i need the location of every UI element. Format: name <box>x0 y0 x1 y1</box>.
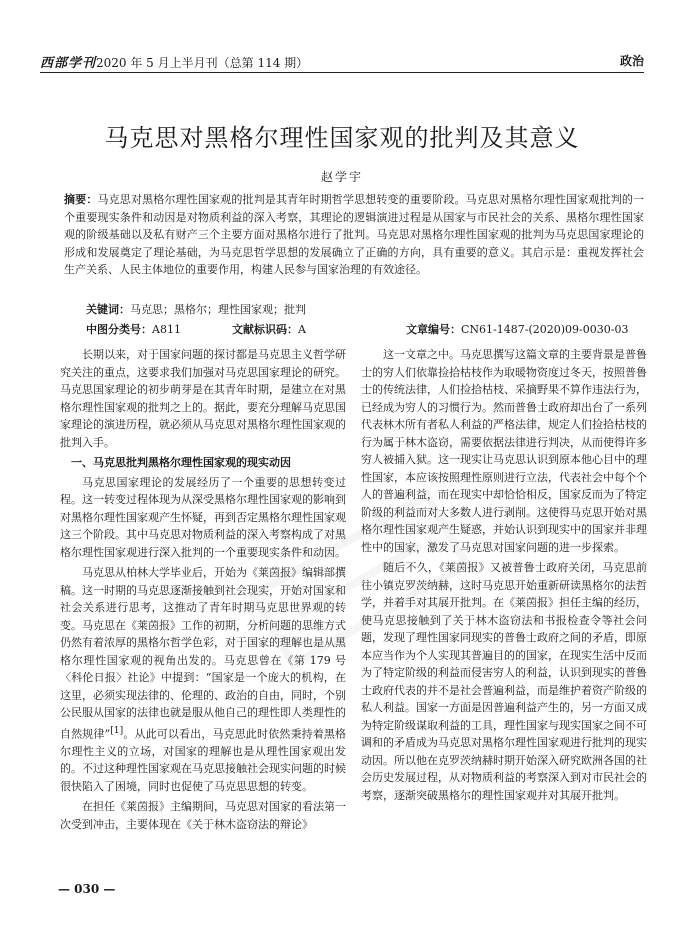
paragraph: 长期以来，对于国家问题的探讨都是马克思主义哲学研究关注的重点，这要求我们加强对马克思国家理论的研究。马克思国家理论的初步萌芽是在其青年时期，是建立在对黑格尔理性国家观的批判之上的。据此，要充分理解马克思国家理论的演进历程，就必须从马克思对黑格尔理性国家观的批判入手。 <box>60 348 346 449</box>
abstract-text: 马克思对黑格尔理性国家观的批判是其青年时期哲学思想转变的重要阶段。马克思对黑格尔理性国家观批判的一个重要现实条件和动因是对物质利益的深入考察，其理论的逻辑演进过程是从国家与市民社会的关系、黑格尔理性国家观的阶级基础以及私有财产三个主要方面对黑格尔进行了批判。马克思对黑格尔理性国家观的批判为马克思国家理论的形成和发展奠定了理论基础，为马克思哲学思想的发展确立了正确的方向，具有重要的意义。其启示是：重视发挥社会生产关系、人民主体地位的重要作用，构建人民参与国家治理的有效途径。 <box>64 193 645 277</box>
section-heading: 一、马克思批判黑格尔理性国家观的现实动因 <box>71 456 291 469</box>
running-header <box>40 50 644 73</box>
header-journal <box>40 52 308 71</box>
paragraph: 马克思国家理论的发展经历了一个重要的思想转变过程。这一转变过程体现为从深受黑格尔理性国家观的影响到对黑格尔理性国家观产生怀疑，再到否定黑格尔理性国家观这三个阶段。其中马克思对物质利益的深入考察构成了对黑格尔理性国家观进行深入批判的一个重要现实条件和动因。 <box>60 475 346 559</box>
keywords-label: 关键词： <box>86 303 130 316</box>
article-author: 赵学宇 <box>320 170 363 184</box>
paragraph: 随后不久，《莱茵报》又被普鲁士政府关闭，马克思前往小镇克罗茨纳赫，这时马克思开始重新研读黑格尔的法哲学，并着手对其展开批判。在《莱茵报》担任主编的经历，使马克思接触到了关于林木盗窃法和书报检查令等社会问题，发现了理性国家同现实的普鲁士政府之间的矛盾，即原本应当作为个人实现其普遍目的的国家，在现实生活中反而为了特定阶级的利益而侵害穷人的利益，认识到现实的普鲁士政府代表的并不是社会普遍利益，而是维护着资产阶级的私人利益。国家一方面是因普遍利益产生的，另一方面又成为特定阶级谋取利益的工具，理性国家与现实国家之间不可调和的矛盾成为马克思对黑格尔理性国家观进行批判的现实动因。所以他在克罗茨纳赫时期开始深入研究欧洲各国的社会历史发展过程，从对物质利益的考察深入到对市民社会的考察，逐渐突破黑格尔的理性国家观并对其展开批判。 <box>361 561 647 802</box>
article-number: 文章编号：CN61-1487-(2020)09-0030-03 <box>406 323 629 336</box>
issue-info: 2020 年 5 月上半月刊（总第 114 期） <box>96 56 309 70</box>
paragraph: 这一文章之中。马克思撰写这篇文章的主要背景是普鲁士的穷人们依靠捡拾枯枝作为取暖物资度过冬天，按照普鲁士的传统法律，人们捡拾枯枝、采摘野果不算作违法行为，已经成为穷人的习惯行为。然而普鲁士政府却出台了一系列代表林木所有者私人利益的严格法律，规定人们捡拾枯枝的行为属于林木盗窃，需要依据法律进行判决，从而使得许多穷人被捕入狱。这一现实让马克思认识到原本他心目中的理性国家，本应该按照理性原则进行立法，代表社会中每个个人的普遍利益，而在现实中却恰恰相反，国家反而为了特定阶级的利益而对大多数人进行剥削。这使得马克思开始对黑格尔理性国家观产生疑惑，并始认识到现实中的国家并非理性中的国家，激发了马克思对国家问题的进一步探索。 <box>361 348 647 554</box>
keywords <box>86 301 306 317</box>
section-label: 政治 <box>619 54 644 68</box>
abstract-label: 摘要： <box>64 193 98 206</box>
paragraph: 马克思从柏林大学毕业后，开始为《莱茵报》编辑部撰稿。这一时期的马克思逐渐接触到社会现实，开始对国家和社会关系进行思考，这推动了青年时期马克思世界观的转变。马克思在《莱茵报》工作的初期，分析问题的思维方式仍然有着浓厚的黑格尔哲学色彩，对于国家的理解也是从黑格尔理性国家观的视角出发的。马克思曾在《第 179 号〈科伦日报〉社论》中提到：“国家是一个庞大的机构，在这里，必须实现法律的、伦理的、政治的自由，同时，个别公民服从国家的法律也就是服从他自己的理性即人类理性的自然规律”[1]。从此可以看出，马克思此时依然秉持着黑格尔理性主义的立场，对国家的理解也是从理性国家观出发的。不过这种理性国家观在马克思接触社会现实问题的时候很快陷入了困境，同时也促使了马克思思想的转变。 <box>60 566 347 793</box>
citation-ref: [1] <box>110 724 124 736</box>
paragraph: 在担任《莱茵报》主编期间，马克思对国家的看法第一次受到冲击，主要体现在《关于林木盗窃法的辩论》 <box>60 800 346 831</box>
journal-logo: 西部学刊 <box>40 56 97 71</box>
abstract <box>64 191 644 279</box>
classification-number: 中图分类号：A811 <box>86 323 181 336</box>
keywords-text: 马克思；黑格尔；理性国家观；批判 <box>130 303 306 316</box>
article-title: 马克思对黑格尔理性国家观的批判及其意义 <box>104 124 580 152</box>
page-number: — 030 — <box>58 882 116 896</box>
document-code: 文献标识码：A <box>232 323 306 336</box>
